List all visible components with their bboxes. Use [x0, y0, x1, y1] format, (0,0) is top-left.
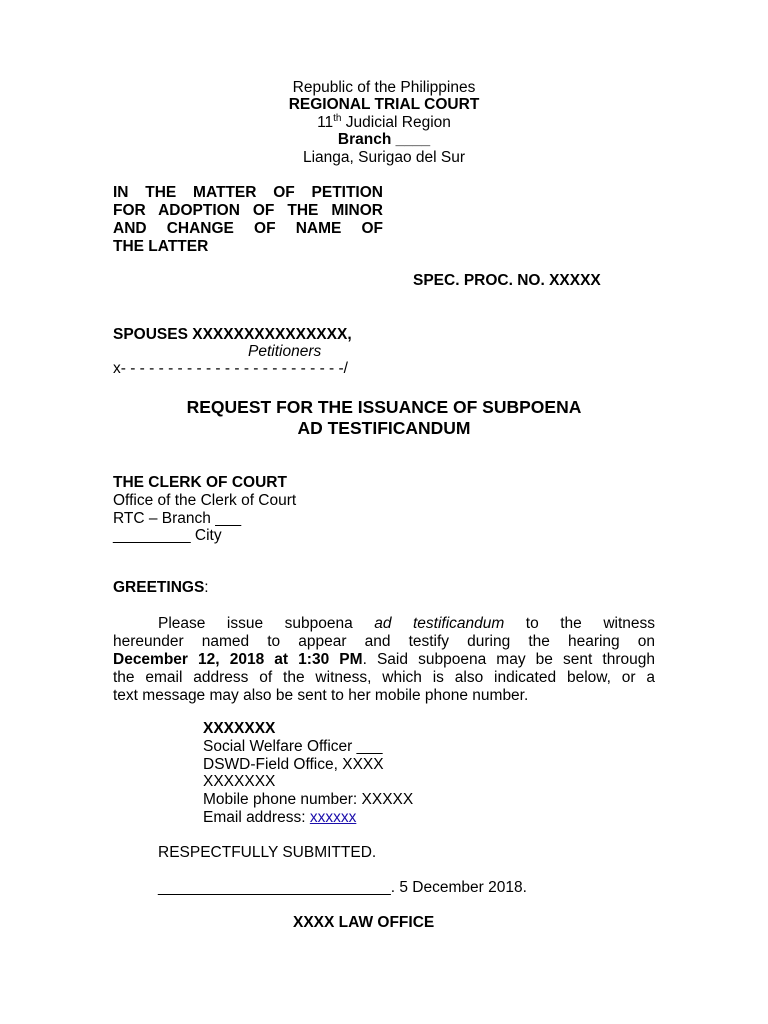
parties-role: Petitioners	[248, 343, 322, 360]
document-title-line1: REQUEST FOR THE ISSUANCE OF SUBPOENA	[186, 397, 582, 417]
body-text: to the witness	[504, 615, 655, 632]
header-region	[0, 114, 768, 132]
witness-position: Social Welfare Officer ___	[203, 738, 383, 755]
region-ordinal-suffix: th	[333, 112, 342, 124]
region-number: 11	[317, 114, 334, 131]
body-line: hereunder named to appear and testify during the hearing on	[113, 633, 655, 650]
body-line: text message may also be sent to her mobile phone number.	[113, 687, 529, 704]
addressee-branch: RTC – Branch ___	[113, 510, 242, 527]
region-text: Judicial Region	[341, 114, 451, 131]
parties: SPOUSES XXXXXXXXXXXXXXX,	[113, 326, 352, 343]
caption-separator: x- - - - - - - - - - - - - - - - - - - - - - - -/	[113, 360, 348, 377]
caption-line: IN THE MATTER OF PETITION	[113, 184, 383, 201]
witness-office: DSWD-Field Office, XXXX	[203, 756, 384, 773]
case-caption	[113, 184, 383, 256]
signature-date-line: ___________________________. 5 December 2018.	[158, 879, 527, 896]
document-title-line2: AD TESTIFICANDUM	[297, 418, 471, 438]
witness-name: XXXXXXX	[203, 720, 276, 737]
witness-email	[203, 809, 356, 827]
addressee-city: _________ City	[113, 527, 222, 544]
case-number: SPEC. PROC. NO. XXXXX	[413, 272, 601, 289]
greeting	[113, 579, 209, 597]
witness-address: XXXXXXX	[203, 773, 276, 790]
header-republic: Republic of the Philippines	[292, 79, 476, 96]
body-line	[113, 651, 655, 669]
body-text: . Said subpoena may be sent through	[362, 651, 655, 668]
caption-line: FOR ADOPTION OF THE MINOR	[113, 202, 383, 219]
caption-line: AND CHANGE OF NAME OF	[113, 220, 383, 237]
header-location: Lianga, Surigao del Sur	[302, 149, 465, 166]
addressee-office: Office of the Clerk of Court	[113, 492, 297, 509]
header-court: REGIONAL TRIAL COURT	[288, 96, 480, 113]
body-latin-term: ad testificandum	[374, 615, 505, 632]
header-branch: Branch ____	[337, 131, 431, 148]
witness-mobile: Mobile phone number: XXXXX	[203, 791, 414, 808]
addressee-name: THE CLERK OF COURT	[113, 474, 287, 491]
greeting-colon: :	[204, 579, 209, 596]
email-label: Email address:	[203, 809, 310, 826]
body-line	[113, 615, 655, 633]
law-office: XXXX LAW OFFICE	[293, 914, 435, 931]
email-link[interactable]: xxxxxx	[309, 809, 357, 826]
caption-line: THE LATTER	[113, 238, 209, 255]
body-paragraph	[113, 615, 655, 705]
respectfully-submitted: RESPECTFULLY SUBMITTED.	[158, 844, 377, 861]
greeting-label: GREETINGS	[113, 579, 205, 596]
body-line: the email address of the witness, which is also indicated below, or a	[113, 669, 655, 686]
hearing-date: December 12, 2018 at 1:30 PM	[113, 651, 363, 668]
body-text: Please issue subpoena	[158, 615, 375, 632]
